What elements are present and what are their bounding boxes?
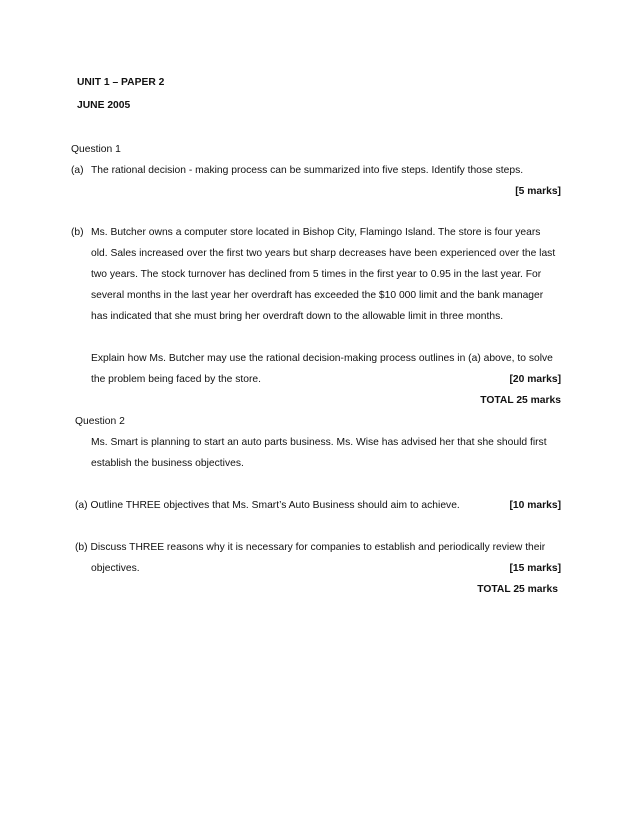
q2b-line-2: objectives. — [91, 563, 140, 574]
exam-date: JUNE 2005 — [77, 100, 131, 111]
q1b-line-3: two years. The stock turnover has declined from 5 times in the first year to 0.95 in the last year. For — [91, 269, 542, 280]
q2b-line-1: (b) Discuss THREE reasons why it is necessary for companies to establish and periodically review their — [75, 542, 546, 553]
q1-total: TOTAL 25 marks — [480, 395, 561, 406]
q2a-marks: [10 marks] — [509, 500, 561, 511]
q1b-label: (b) — [71, 227, 84, 238]
q1a-label: (a) — [71, 165, 84, 176]
q1b-explain-line-2: the problem being faced by the store. — [91, 374, 262, 385]
q2-total: TOTAL 25 marks — [477, 584, 558, 595]
q2-intro-line-1: Ms. Smart is planning to start an auto parts business. Ms. Wise has advised her that she should first — [91, 437, 547, 448]
q1b-explain-line-1: Explain how Ms. Butcher may use the rational decision-making process outlines in (a) above, to solve — [91, 353, 553, 364]
question-2-title: Question 2 — [75, 416, 125, 427]
q2a-text: (a) Outline THREE objectives that Ms. Smart’s Auto Business should aim to achieve. — [75, 500, 460, 511]
q1b-line-5: has indicated that she must bring her overdraft down to the allowable limit in three months. — [91, 311, 504, 322]
q2b-marks: [15 marks] — [509, 563, 561, 574]
question-1-title: Question 1 — [71, 144, 121, 155]
q1b-line-1: Ms. Butcher owns a computer store located in Bishop City, Flamingo Island. The store is four years — [91, 227, 541, 238]
q1b-line-2: old. Sales increased over the first two years but sharp decreases have been experienced over the last — [91, 248, 556, 259]
q1b-line-4: several months in the last year her overdraft has exceeded the $10 000 limit and the bank manager — [91, 290, 544, 301]
unit-title: UNIT 1 – PAPER 2 — [77, 77, 165, 88]
q1b-marks: [20 marks] — [509, 374, 561, 385]
q2-intro-line-2: establish the business objectives. — [91, 458, 244, 469]
q1a-text: The rational decision - making process can be summarized into five steps. Identify those steps. — [91, 165, 524, 176]
q1a-marks: [5 marks] — [515, 186, 561, 197]
